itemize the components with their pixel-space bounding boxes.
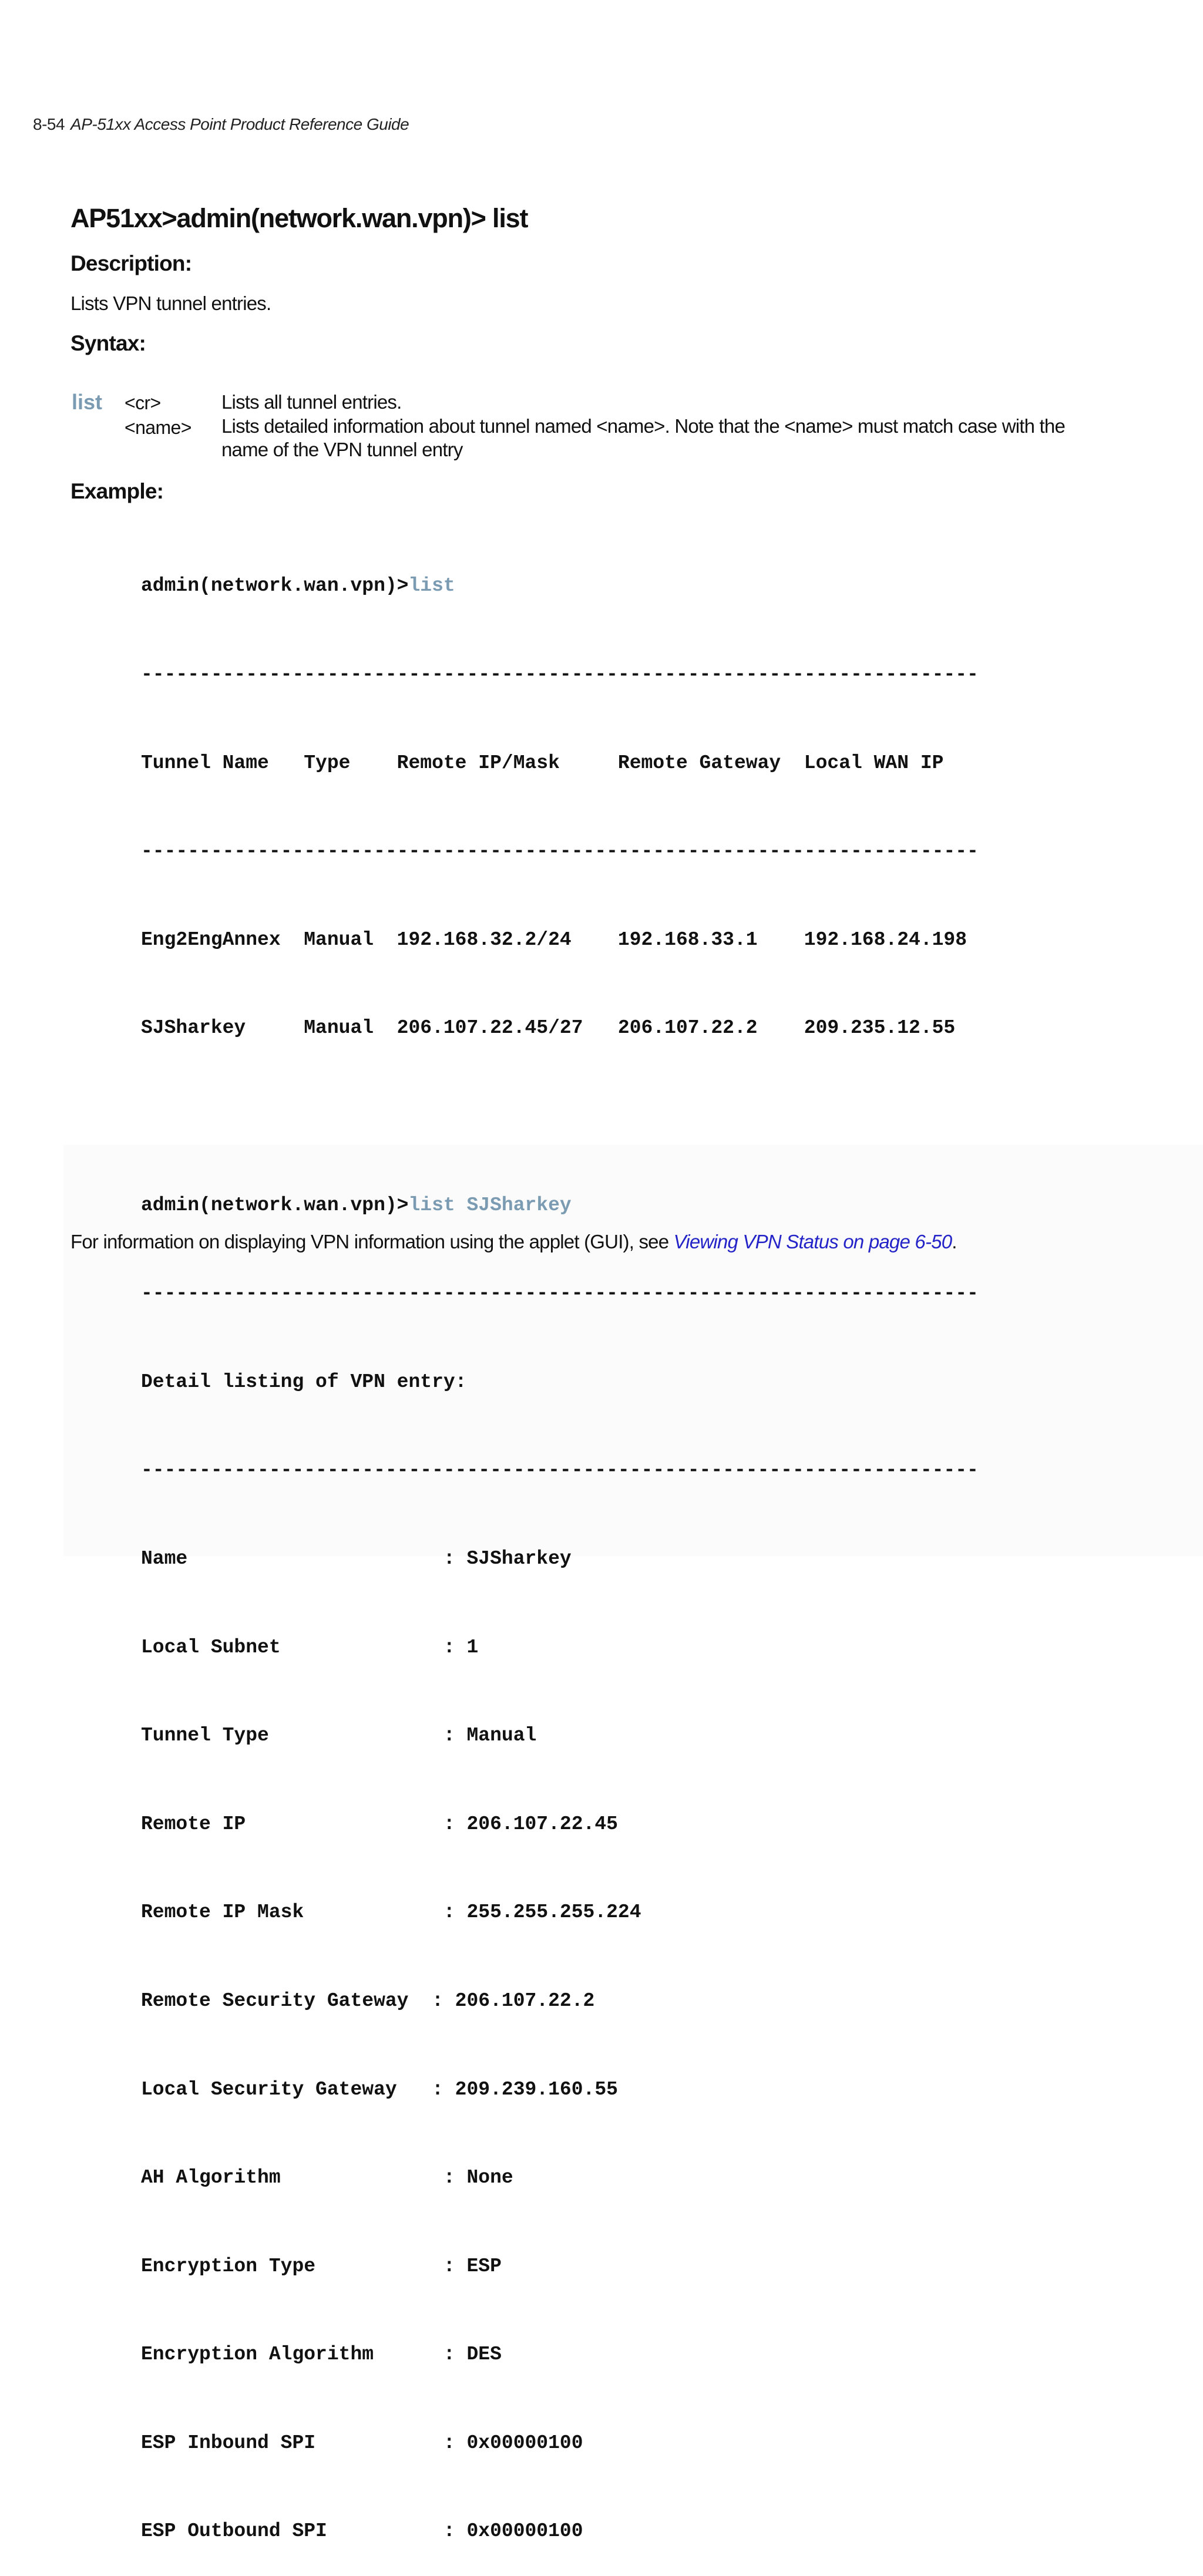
code-command-list: list — [408, 575, 455, 597]
syntax-keyword: list — [72, 390, 103, 414]
page-number: 8-54 — [33, 115, 65, 133]
code-detail-line: Remote Security Gateway : 206.107.22.2 — [141, 1989, 595, 2012]
doc-title: AP-51xx Access Point Product Reference Guide — [70, 115, 409, 133]
example-heading: Example: — [70, 479, 164, 503]
code-detail-line: Remote IP : 206.107.22.45 — [141, 1813, 618, 1835]
description-text: Lists VPN tunnel entries. — [70, 292, 271, 314]
code-prompt: admin(network.wan.vpn)> — [141, 1194, 409, 1216]
code-detail-line: Local Subnet : 1 — [141, 1636, 479, 1658]
syntax-arg-name: <name> — [125, 417, 191, 438]
code-detail-line: Encryption Algorithm : DES — [141, 2343, 502, 2366]
code-detail-line: Tunnel Type : Manual — [141, 1725, 537, 1747]
code-blank-line — [141, 1102, 979, 1132]
code-detail-line: Name : SJSharkey — [141, 1547, 572, 1570]
code-detail-line: ESP Inbound SPI : 0x00000100 — [141, 2432, 583, 2454]
syntax-desc-name: Lists detailed information about tunnel named <name>. Note that the <name> must match case with the name of the VPN tunnel entry — [221, 415, 1066, 460]
syntax-heading: Syntax: — [70, 331, 146, 355]
code-detail-title: Detail listing of VPN entry: — [141, 1371, 467, 1393]
description-heading: Description: — [70, 251, 192, 275]
command-heading: AP51xx>admin(network.wan.vpn)> list — [70, 203, 528, 233]
code-table-row: Eng2EngAnnex Manual 192.168.32.2/24 192.168.33.1 192.168.24.198 — [141, 928, 967, 951]
cross-reference-link[interactable]: Viewing VPN Status on page 6-50 — [673, 1231, 952, 1252]
code-table-header: Tunnel Name Type Remote IP/Mask Remote Gateway Local WAN IP — [141, 752, 944, 774]
code-detail-line: AH Algorithm : None — [141, 2167, 513, 2189]
code-prompt-line-2 — [141, 1191, 979, 1220]
code-separator: ------------------------------------------------------------------------ — [141, 664, 979, 685]
syntax-arg-cr: <cr> — [125, 392, 161, 413]
code-separator: ------------------------------------------------------------------------ — [141, 1282, 979, 1305]
code-detail-line: ESP Outbound SPI : 0x00000100 — [141, 2520, 583, 2543]
code-command-list-name: list SJSharkey — [408, 1194, 572, 1216]
code-detail-line: Local Security Gateway : 209.239.160.55 — [141, 2078, 618, 2100]
footer-period: . — [952, 1231, 957, 1252]
syntax-desc-cr: Lists all tunnel entries. — [221, 391, 402, 413]
code-detail-line: Encryption Type : ESP — [141, 2255, 502, 2277]
footer-text: For information on displaying VPN information using the applet (GUI), see — [70, 1231, 674, 1252]
code-separator: ------------------------------------------------------------------------ — [141, 840, 979, 863]
code-prompt: admin(network.wan.vpn)> — [141, 575, 409, 597]
code-detail-line: Remote IP Mask : 255.255.255.224 — [141, 1901, 641, 1924]
code-table-row: SJSharkey Manual 206.107.22.45/27 206.107.22.2 209.235.12.55 — [141, 1017, 956, 1039]
running-header — [33, 115, 409, 134]
code-prompt-line-1 — [141, 571, 979, 601]
code-separator: ------------------------------------------------------------------------ — [141, 1459, 979, 1481]
code-example — [141, 513, 979, 2576]
footer-note — [70, 1231, 957, 1253]
